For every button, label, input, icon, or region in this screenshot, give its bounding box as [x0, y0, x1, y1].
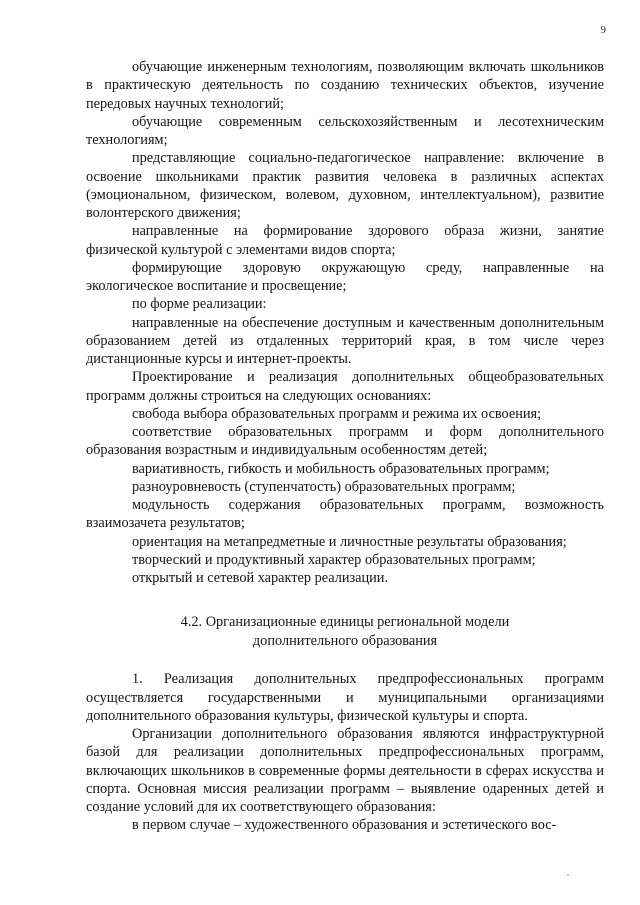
- paragraph: Организации дополнительного образования являются инфраструктурной базой для реализации дополнительных предпрофессиональных программ, включающих школьников в современные формы деятельности в сферах искусства и спорта. Основная миссия реализации программ – выявление одаренных детей и создание условий для их соответствующего образования:: [86, 726, 604, 815]
- paragraph: 1. Реализация дополнительных предпрофессиональных программ осуществляется государственными и муниципальными организациями дополнительного образования культуры, физической культуры и спорта.: [86, 671, 604, 724]
- page-number: 9: [600, 24, 606, 36]
- section-heading-line: дополнительного образования: [252, 632, 438, 649]
- section-heading: [86, 613, 604, 650]
- paragraph: обучающие инженерным технологиям, позволяющим включать школьников в практическую деятельность по созданию технических объектов, изучение передовых научных технологий;: [86, 59, 604, 112]
- paragraph: ориентация на метапредметные и личностные результаты образования;: [132, 533, 567, 550]
- scan-speck: [567, 874, 569, 876]
- paragraph: соответствие образовательных программ и форм дополнительного образования возрастным и индивидуальным особенностям детей;: [86, 424, 604, 459]
- paragraph: формирующие здоровую окружающую среду, направленные на экологическое воспитание и просвещение;: [86, 259, 604, 294]
- paragraph: открытый и сетевой характер реализации.: [132, 570, 389, 586]
- paragraph: в первом случае – художественного образования и эстетического вос-: [132, 817, 557, 834]
- paragraph: направленные на формирование здорового образа жизни, занятие физической культурой с элементами видов спорта;: [86, 223, 604, 258]
- paragraph: разноуровневость (ступенчатость) образовательных программ;: [132, 478, 516, 495]
- paragraph: модульность содержания образовательных программ, возможность взаимозачета результатов;: [86, 497, 604, 532]
- document-body: [86, 58, 604, 835]
- paragraph: свобода выбора образовательных программ и режима их освоения;: [132, 405, 542, 422]
- paragraph: Проектирование и реализация дополнительных общеобразовательных программ должны строиться на следующих основаниях:: [86, 369, 604, 404]
- paragraph: вариативность, гибкость и мобильность образовательных программ;: [132, 460, 550, 477]
- paragraph: направленные на обеспечение доступным и качественным дополнительным образованием детей из отдаленных территорий края, в том числе через дистанционные курсы и интернет-проекты.: [86, 314, 604, 367]
- paragraph: обучающие современным сельскохозяйственным и лесотехническим технологиям;: [86, 113, 604, 148]
- paragraph: представляющие социально-педагогическое направление: включение в освоение школьниками практик развития человека в различных аспектах (эмоциональном, физическом, волевом, духовном, интеллектуальном), развитие волонтерского движения;: [86, 150, 604, 221]
- section-heading-line: 4.2. Организационные единицы региональной модели: [180, 614, 510, 631]
- paragraph: по форме реализации:: [132, 296, 267, 313]
- paragraph: творческий и продуктивный характер образовательных программ;: [132, 551, 536, 568]
